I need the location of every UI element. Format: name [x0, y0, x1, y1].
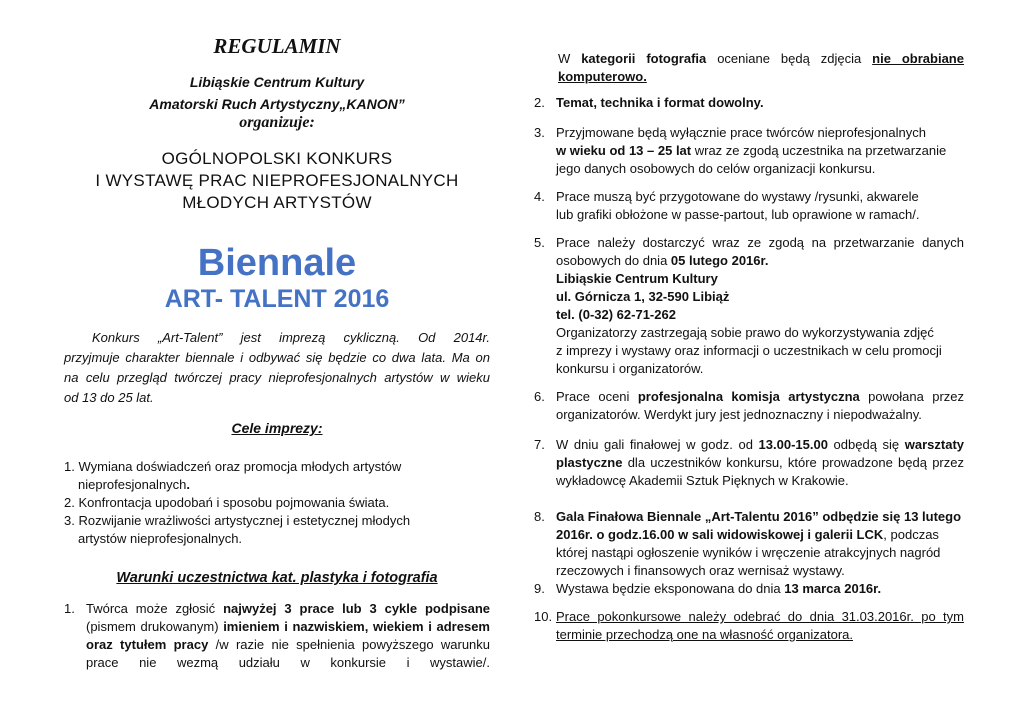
rule-item-2: 2. Temat, technika i format dowolny.: [534, 95, 764, 110]
goal-item: 2. Konfrontacja upodobań i sposobu pojmowania świata.: [64, 495, 390, 510]
goals-list: [64, 458, 490, 548]
organizuje-label: organizuje:: [239, 114, 315, 131]
conditions-heading: Warunki uczestnictwa kat. plastyka i fotografia: [116, 570, 438, 586]
art-talent-heading: ART- TALENT 2016: [164, 285, 390, 313]
rule-item-3: 3. Przyjmowane będą wyłącznie prace twórców nieprofesjonalnych w wieku od 13 – 25 lat wraz ze zgodą uczestnika na przetwarzanie jego danych osobowych do celów organizacji konkursu.: [534, 125, 947, 176]
intro-paragraph: [64, 328, 490, 408]
intro-line: przyjmuje charakter biennale i odbywać się będzie co dwa lata. Ma on: [64, 350, 490, 365]
photo-category-note: W kategorii fotografia oceniane będą zdjęcia nie obrabiane komputerowo.: [558, 51, 964, 84]
organizer-group: Amatorski Ruch Artystyczny„KANON”: [149, 96, 405, 112]
rule-item-10: 10. Prace pokonkursowe należy odebrać do dnia 31.03.2016r. po tym terminie przechodzą one na własność organizatora.: [534, 609, 964, 642]
organizer-name: Libiąskie Centrum Kultury: [189, 74, 365, 90]
rule-item-6: 6. Prace oceni profesjonalna komisja artystyczna powołana przez organizatorów. Werdykt jury jest jednoznaczny i niepodważalny.: [534, 389, 964, 422]
intro-line: Konkurs „Art-Talent” jest imprezą cykliczną. Od 2014r.: [92, 330, 490, 345]
intro-line: na celu przegląd twórczej pracy nieprofesjonalnych artystów w wieku: [64, 370, 490, 385]
rule-item-8: 8. Gala Finałowa Biennale „Art-Talentu 2016” odbędzie się 13 lutego 2016r. o godz.16.00 w sali widowiskowej i galerii LCK, podczas której nastąpi ogłoszenie wyników i wręczenie atrakcyjnych nagród rzeczowych i finansowych oraz wernisaż wystawy.: [534, 509, 962, 578]
contest-title: [56, 148, 498, 214]
contest-line: I WYSTAWĘ PRAC NIEPROFESJONALNYCH: [95, 171, 459, 190]
regulamin-title: REGULAMIN: [213, 34, 341, 58]
contest-line: OGÓLNOPOLSKI KONKURS: [161, 149, 393, 168]
goal-item: 1. Wymiana doświadczeń oraz promocja młodych artystów nieprofesjonalnych.: [64, 459, 402, 492]
contest-line: MŁODYCH ARTYSTÓW: [182, 193, 372, 212]
rule-item-1: 1. Twórca może zgłosić najwyżej 3 prace lub 3 cykle podpisane (pismem drukowanym) imieniem i nazwiskiem, wiekiem i adresem oraz tytułem pracy /w razie nie spełnienia powyższego warunku prace nie wezmą udziału w konkursie i wystawie/.: [64, 601, 491, 670]
rule-item-5: 5. Prace należy dostarczyć wraz ze zgodą na przetwarzanie danych osobowych do dnia 05 lutego 2016r. Libiąskie Centrum Kultury ul. Górnicza 1, 32-590 Libiąż tel. (0-32) 62-71-262 Organizatorzy zastrzegają sobie prawo do wykorzystywania zdjęć z imprezy i wystawy oraz informacji o uczestnikach w celu promocji konkursu i organizatorów.: [534, 235, 964, 376]
rule-item-9: 9. Wystawa będzie eksponowana do dnia 13 marca 2016r.: [534, 581, 882, 596]
biennale-heading: Biennale: [197, 242, 357, 284]
goal-item: 3. Rozwijanie wrażliwości artystycznej i estetycznej młodych artystów nieprofesjonalnych.: [64, 513, 411, 546]
intro-line: od 13 do 25 lat.: [64, 390, 154, 405]
rule-item-7: 7. W dniu gali finałowej w godz. od 13.00-15.00 odbędą się warsztaty plastyczne dla uczestników konkursu, które prowadzone będą przez wykładowcę Akademii Sztuk Pięknych w Krakowie.: [534, 437, 964, 488]
goals-heading: Cele imprezy:: [231, 420, 323, 436]
rule-item-4: 4. Prace muszą być przygotowane do wystawy /rysunki, akwarele lub grafiki obłożone w passe-partout, lub oprawione w ramach/.: [534, 189, 920, 222]
